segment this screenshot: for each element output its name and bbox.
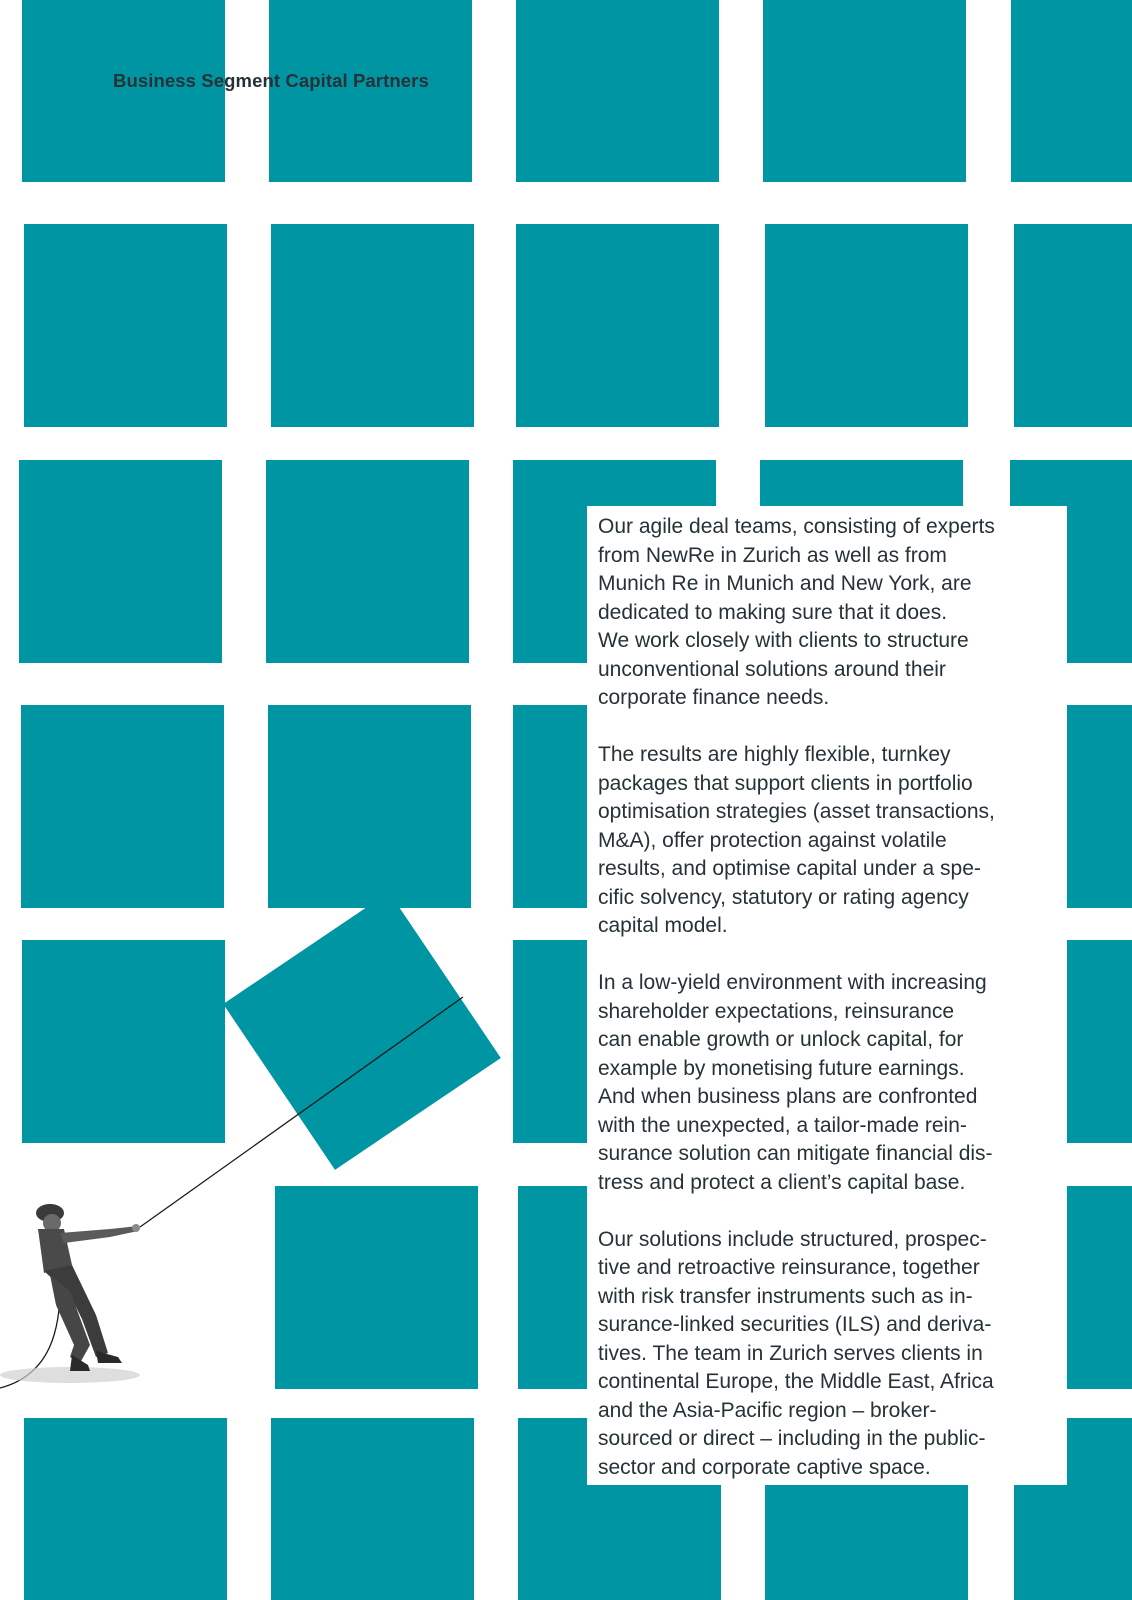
teal-tile xyxy=(21,705,224,908)
teal-tile xyxy=(24,224,227,427)
body-text-panel xyxy=(587,506,1067,1485)
teal-tile xyxy=(271,224,474,427)
teal-tile xyxy=(268,705,471,908)
paragraph: In a low-yield environment with increasing shareholder expectations, reinsurance can enable growth or unlock capital, for example by monetising future earnings. And when business plans are confronted with the unexpected, a tailor-made rein- surance solution can mitigate financial dis- tress and protect a client’s capital base. xyxy=(598,971,993,1194)
teal-tile xyxy=(1067,940,1132,1143)
section-title: Business Segment Capital Partners xyxy=(113,70,429,91)
tilted-tile xyxy=(223,892,501,1170)
teal-tile xyxy=(1067,1186,1132,1389)
paragraph: Our solutions include structured, prospec- tive and retroactive reinsurance, together with risk transfer instruments such as in- surance-linked securities (ILS) and deriva- tives. The team in Zurich serves clients in continental Europe, the Middle East, Africa and the Asia-Pacific region – broker- sourced or direct – including in the public- sector and corporate captive space. xyxy=(598,1227,994,1479)
teal-tile xyxy=(763,0,966,182)
paragraph: The results are highly flexible, turnkey packages that support clients in portfolio optimisation strategies (asset transactions, M&A), offer protection against volatile results, and optimise capital under a spe- cific solvency, statutory or rating agency capital model. xyxy=(598,743,995,937)
teal-tile xyxy=(1011,0,1132,182)
teal-tile xyxy=(22,940,225,1143)
paragraph: Our agile deal teams, consisting of experts from NewRe in Zurich as well as from Munich Re in Munich and New York, are dedicated to making sure that it does. We work closely with clients to structure unconventional solutions around their corporate finance needs. xyxy=(598,515,995,709)
teal-tile xyxy=(24,1418,227,1600)
teal-tile xyxy=(271,1418,474,1600)
teal-tile xyxy=(516,224,719,427)
person-pulling-rope-icon xyxy=(0,1195,170,1395)
teal-tile xyxy=(19,460,222,663)
teal-tile xyxy=(275,1186,478,1389)
teal-tile xyxy=(266,460,469,663)
teal-tile xyxy=(1067,705,1132,908)
teal-tile xyxy=(516,0,719,182)
teal-tile xyxy=(1014,224,1132,427)
teal-tile xyxy=(765,224,968,427)
